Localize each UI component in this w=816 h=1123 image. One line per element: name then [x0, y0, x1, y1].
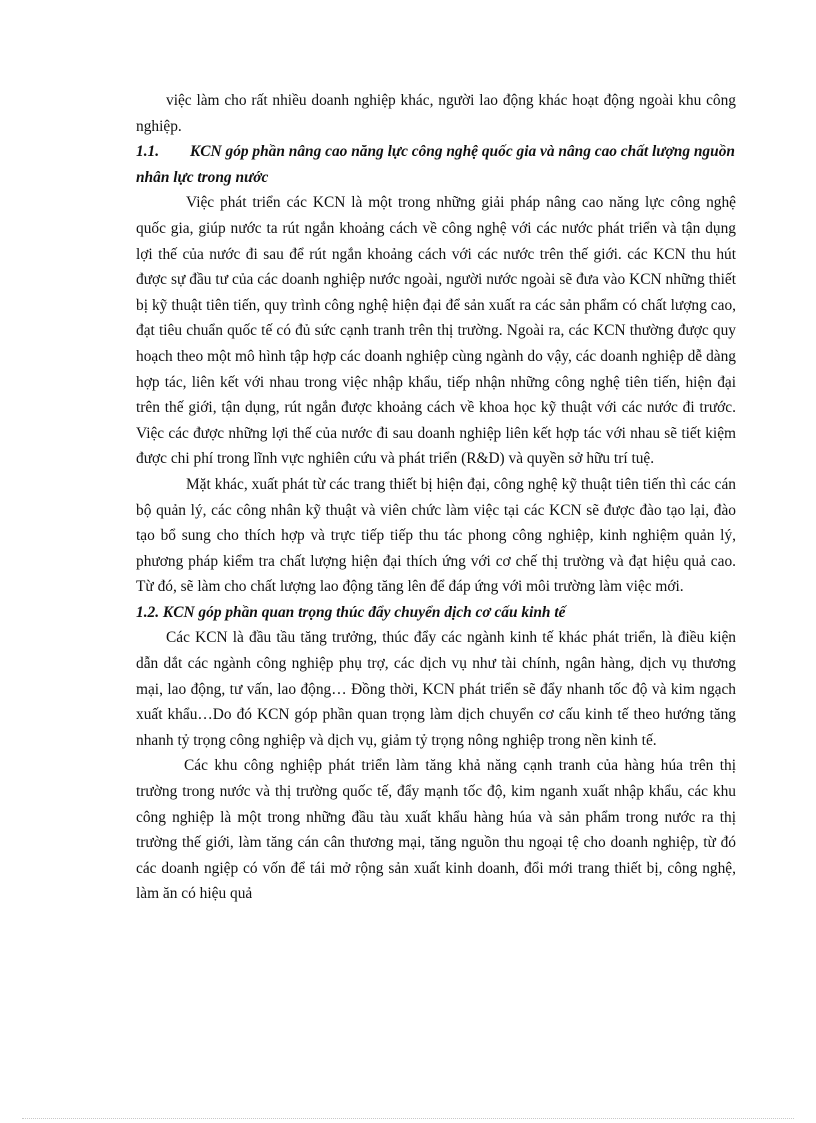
section-title: KCN góp phần nâng cao năng lực công nghệ quốc gia và nâng cao chất lượng nguồn nhân lực trong nước — [136, 143, 735, 186]
body-paragraph-4: Các khu công nghiệp phát triển làm tăng khả năng cạnh tranh của hàng húa trên thị trường trong nước và thị trường quốc tế, đẩy mạnh tốc độ, kim nganh xuất nhập khẩu, các khu công nghiệp là một trong những đầu tàu xuất khẩu hàng húa và sản phẩm trong nước ra thị trường thế giới, làm tăng cán cân thương mại, tăng nguồn thu ngoại tệ cho doanh nghiệp, từ đó các doanh ngiệp có vốn để tái mở rộng sản xuất kinh doanh, đổi mới trang thiết bị, công nghệ, làm ăn có hiệu quả — [136, 757, 736, 903]
section-number: 1.1. — [136, 143, 160, 161]
intro-paragraph: việc làm cho rất nhiều doanh nghiệp khác, người lao động khác hoạt động ngoài khu công nghiệp. — [136, 92, 736, 135]
body-paragraph-1: Việc phát triển các KCN là một trong những giải pháp nâng cao năng lực công nghệ quốc gia, giúp nước ta rút ngắn khoảng cách về công nghệ với các nước phát triển và tận dụng lợi thế của nước đi sau để rút ngắn khoảng cách với các nước trên thế giới. các KCN thu hút được sự đầu tư của các doanh nghiệp nước ngoài, người nước ngoài sẽ đưa vào KCN những thiết bị kỹ thuật tiên tiến, quy trình công nghệ hiện đại để sản xuất ra các sản phẩm có chất lượng cao, đạt tiêu chuẩn quốc tế có đủ sức cạnh tranh trên thị trường. Ngoài ra, các KCN thường được quy hoạch theo một mô hình tập hợp các doanh nghiệp cùng ngành do vậy, các doanh nghiệp dễ dàng hợp tác, liên kết với nhau trong việc nhập khẩu, tiếp nhận những công nghệ tiên tiến, hiện đại trên thế giới, tận dụng, rút ngắn được khoảng cách về khoa học kỹ thuật với các nước đi trước. Việc các được những lợi thế của nước đi sau doanh nghiệp liên kết hợp tác với nhau sẽ tiết kiệm được chi phí trong lĩnh vực nghiên cứu và phát triển (R&D) và quyền sở hữu trí tuệ. — [136, 194, 736, 468]
page-bottom-rule — [22, 1118, 794, 1119]
section-heading-1-2: 1.2. KCN góp phần quan trọng thúc đẩy chuyển dịch cơ cấu kinh tế — [136, 603, 566, 621]
body-paragraph-2: Mặt khác, xuất phát từ các trang thiết bị hiện đại, công nghệ kỹ thuật tiên tiến thì các cán bộ quản lý, các công nhân kỹ thuật và viên chức làm việc tại các KCN sẽ được đào tạo lại, đào tạo bổ sung cho thích hợp và trực tiếp tiếp thu tác phong công nghiệp, kinh nghiệm quản lý, phương pháp kiểm tra chất lượng hiện đại thích ứng với cơ chế thị trường và đạt hiệu quả cao. Từ đó, sẽ làm cho chất lượng lao động tăng lên để đáp ứng với môi trường làm việc mới. — [136, 475, 736, 596]
document-page — [136, 88, 736, 907]
section-heading-1-1 — [136, 139, 736, 190]
body-paragraph-3: Các KCN là đầu tầu tăng trưởng, thúc đẩy các ngành kinh tế khác phát triển, là điều kiện dẫn dắt các ngành công nghiệp phụ trợ, các dịch vụ như tài chính, ngân hàng, dịch vụ thương mại, lao động, tư vấn, lao động… Đồng thời, KCN phát triển sẽ đẩy nhanh tốc độ và kim ngạch xuất khẩu…Do đó KCN góp phần quan trọng làm dịch chuyển cơ cấu kinh tế theo hướng tăng nhanh tỷ trọng công nghiệp và dịch vụ, giảm tỷ trọng nông nghiệp trong nền kinh tế. — [136, 629, 736, 749]
